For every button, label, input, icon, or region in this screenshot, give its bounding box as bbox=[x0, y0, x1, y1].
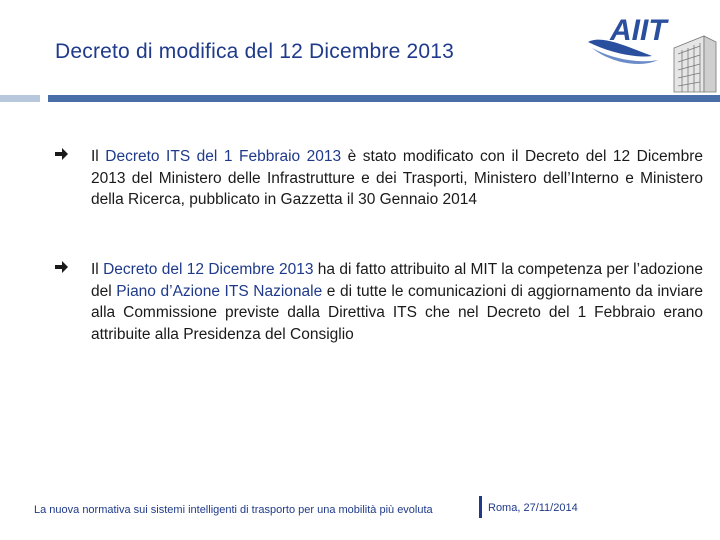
bullet-text bbox=[91, 259, 703, 345]
header-divider bbox=[0, 95, 720, 102]
building-icon bbox=[674, 36, 716, 92]
highlight-span: Piano d’Azione ITS Nazionale bbox=[116, 282, 323, 300]
text-span: e di tutte le comunicazioni di aggiornamento da inviare alla Commissione previste dalla Direttiva ITS che nel Decreto del 1 Febbraio erano attribuite alla Presidenza del Consiglio bbox=[91, 282, 703, 343]
slide-title: Decreto di modifica del 12 Dicembre 2013 bbox=[55, 40, 455, 63]
arrow-right-icon bbox=[55, 260, 69, 274]
logo-text: AIIT bbox=[610, 14, 667, 47]
text-span: è stato modificato con il Decreto del 12 Dicembre 2013 del Ministero delle Infrastrutture e dei Trasporti, Ministero dell’Interno e Ministero della Ricerca, pubblicato in Gazzetta il 30 Gennaio 2014 bbox=[91, 148, 703, 208]
footer-date: Roma, 27/11/2014 bbox=[488, 502, 578, 514]
arrow-right-icon bbox=[55, 147, 69, 161]
text-span: ha di fatto attribuito al MIT la competenza per l’adozione del bbox=[91, 261, 703, 300]
text-span: Il bbox=[91, 148, 106, 165]
bullet-text bbox=[91, 146, 703, 211]
text-span: Il bbox=[91, 261, 104, 278]
footer-separator bbox=[479, 496, 482, 518]
highlight-span: Decreto ITS del 1 Febbraio 2013 bbox=[105, 148, 342, 165]
aiit-logo bbox=[582, 8, 718, 94]
footer-caption: La nuova normativa sui sistemi intelligenti di trasporto per una mobilità più evoluta bbox=[34, 504, 433, 516]
highlight-span: Decreto del 12 Dicembre 2013 bbox=[103, 261, 314, 278]
